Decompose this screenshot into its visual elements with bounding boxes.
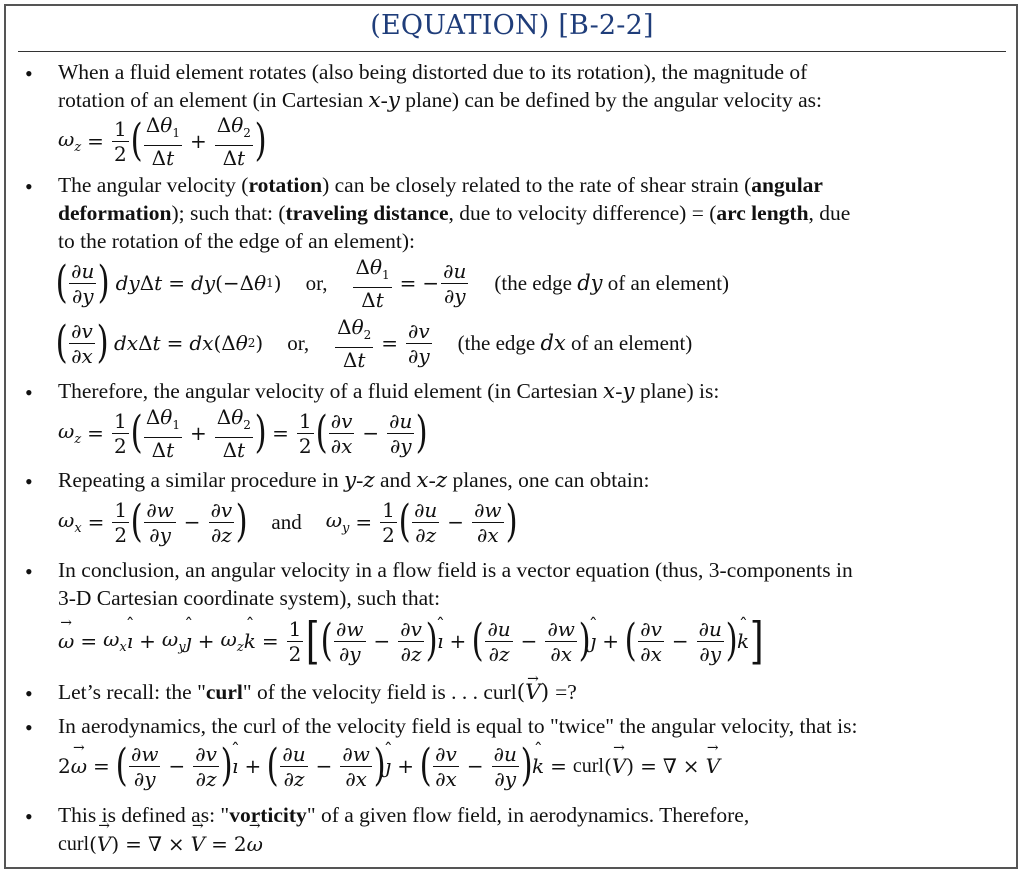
bullet-marker: • <box>25 174 33 199</box>
bullet-2-line-2: deformation); such that: (traveling distance, due to velocity difference) = (arc length, due <box>58 201 851 225</box>
equation-omega-x-y: $\omega_x$ = $\frac{1}{2}$ ( $\frac{\partial w}{\partial y}$ − $\frac{\partial v}{\partial z}$ ) and $\omega_y$ = $\frac{1}{2}$ ( $\frac{\partial u}{\partial z}$ − $\frac{\partial w}{\partial x}$ ) <box>58 496 518 547</box>
bullet-marker: • <box>25 61 33 86</box>
page-title: (EQUATION) [B-2-2] <box>370 10 654 41</box>
title-divider <box>18 51 1006 52</box>
bullet-5-line-2: 3-D Cartesian coordinate system), such that: <box>58 586 441 610</box>
bullet-marker: • <box>25 681 33 706</box>
equation-dy-edge: ( $\frac{\partial u}{\partial y}$ ) dy Δ t = dy (−Δ θ 1 ) or, $\frac{\Delta\theta_1}{\Delta t}$ = − $\frac{\partial u}{\partial y}$ (the edge dy of an element) <box>55 254 730 312</box>
bullet-marker: • <box>25 715 33 740</box>
bullet-1-line-1: When a fluid element rotates (also being distorted due to its rotation), the magnitude of <box>58 60 808 84</box>
bullet-3-line-1: Therefore, the angular velocity of a fluid element (in Cartesian x-y plane) is: <box>58 379 720 404</box>
bullet-6-line-1: Let’s recall: the "curl" of the velocity field is . . . curl(→ V) =? <box>58 678 577 707</box>
equation-vorticity: 2 → ω = ( $\frac{\partial w}{\partial y}$ − $\frac{\partial v}{\partial z}$ ) ˆ ı + ( $\frac{\partial u}{\partial z}$ − $\frac{\partial w}{\partial x}$ ) ˆ ȷ + ( $\frac{\partial v}{\partial x}$ − $\frac{\partial u}{\partial y}$ ) ˆ k = curl ( → V ) = ∇ × → V <box>58 737 720 795</box>
bullet-marker: • <box>25 469 33 494</box>
bullet-2-line-3: to the rotation of the edge of an element): <box>58 229 416 253</box>
bullet-1-line-2: rotation of an element (in Cartesian x-y plane) can be defined by the angular velocity as: <box>58 88 822 113</box>
equation-omega-vector: → ω = $\omega_x$ ˆ ı + $\omega_y$ ˆ ȷ + $\omega_z$ ˆ k = $\frac{1}{2}$ [ ( $\frac{\partial w}{\partial y}$ − $\frac{\partial v}{\partial z}$ ) ˆ ı + ( $\frac{\partial u}{\partial z}$ − $\frac{\partial w}{\partial x}$ ) ˆ ȷ + ( $\frac{\partial v}{\partial x}$ − $\frac{\partial u}{\partial y}$ ) ˆ k ] <box>58 612 765 670</box>
equation-curl-result: curl ( → V ) = ∇ × → V = 2 → ω <box>58 828 263 860</box>
bullet-5-line-1: In conclusion, an angular velocity in a flow field is a vector equation (thus, 3-components in <box>58 558 853 582</box>
bullet-8-line-1: This is defined as: "vorticity" of a given flow field, in aerodynamics. Therefore, <box>58 803 750 827</box>
bullet-4-line-1: Repeating a similar procedure in y-z and x-z planes, one can obtain: <box>58 468 650 493</box>
equation-omega-z-definition: $\omega_z$ = $\frac{1}{2}$ ( $\frac{\Delta\theta_1}{\Delta t}$ + $\frac{\Delta\theta_2}{\Delta t}$ ) <box>58 112 267 170</box>
bullet-marker: • <box>25 804 33 829</box>
bullet-2-line-1: The angular velocity (rotation) can be closely related to the rate of shear strain (angular <box>58 173 823 197</box>
bullet-marker: • <box>25 559 33 584</box>
bullet-marker: • <box>25 380 33 405</box>
equation-dx-edge: ( $\frac{\partial v}{\partial x}$ ) dx Δ t = dx (Δ θ 2 ) or, $\frac{\Delta\theta_2}{\Delta t}$ = $\frac{\partial v}{\partial y}$ (the edge dx of an element) <box>55 314 693 372</box>
bullet-7-line-1: In aerodynamics, the curl of the velocity field is equal to "twice" the angular velocity, that is: <box>58 714 858 738</box>
equation-omega-z-result: $\omega_z$ = $\frac{1}{2}$ ( $\frac{\Delta\theta_1}{\Delta t}$ + $\frac{\Delta\theta_2}{\Delta t}$ ) = $\frac{1}{2}$ ( $\frac{\partial v}{\partial x}$ − $\frac{\partial u}{\partial y}$ ) <box>58 404 428 462</box>
